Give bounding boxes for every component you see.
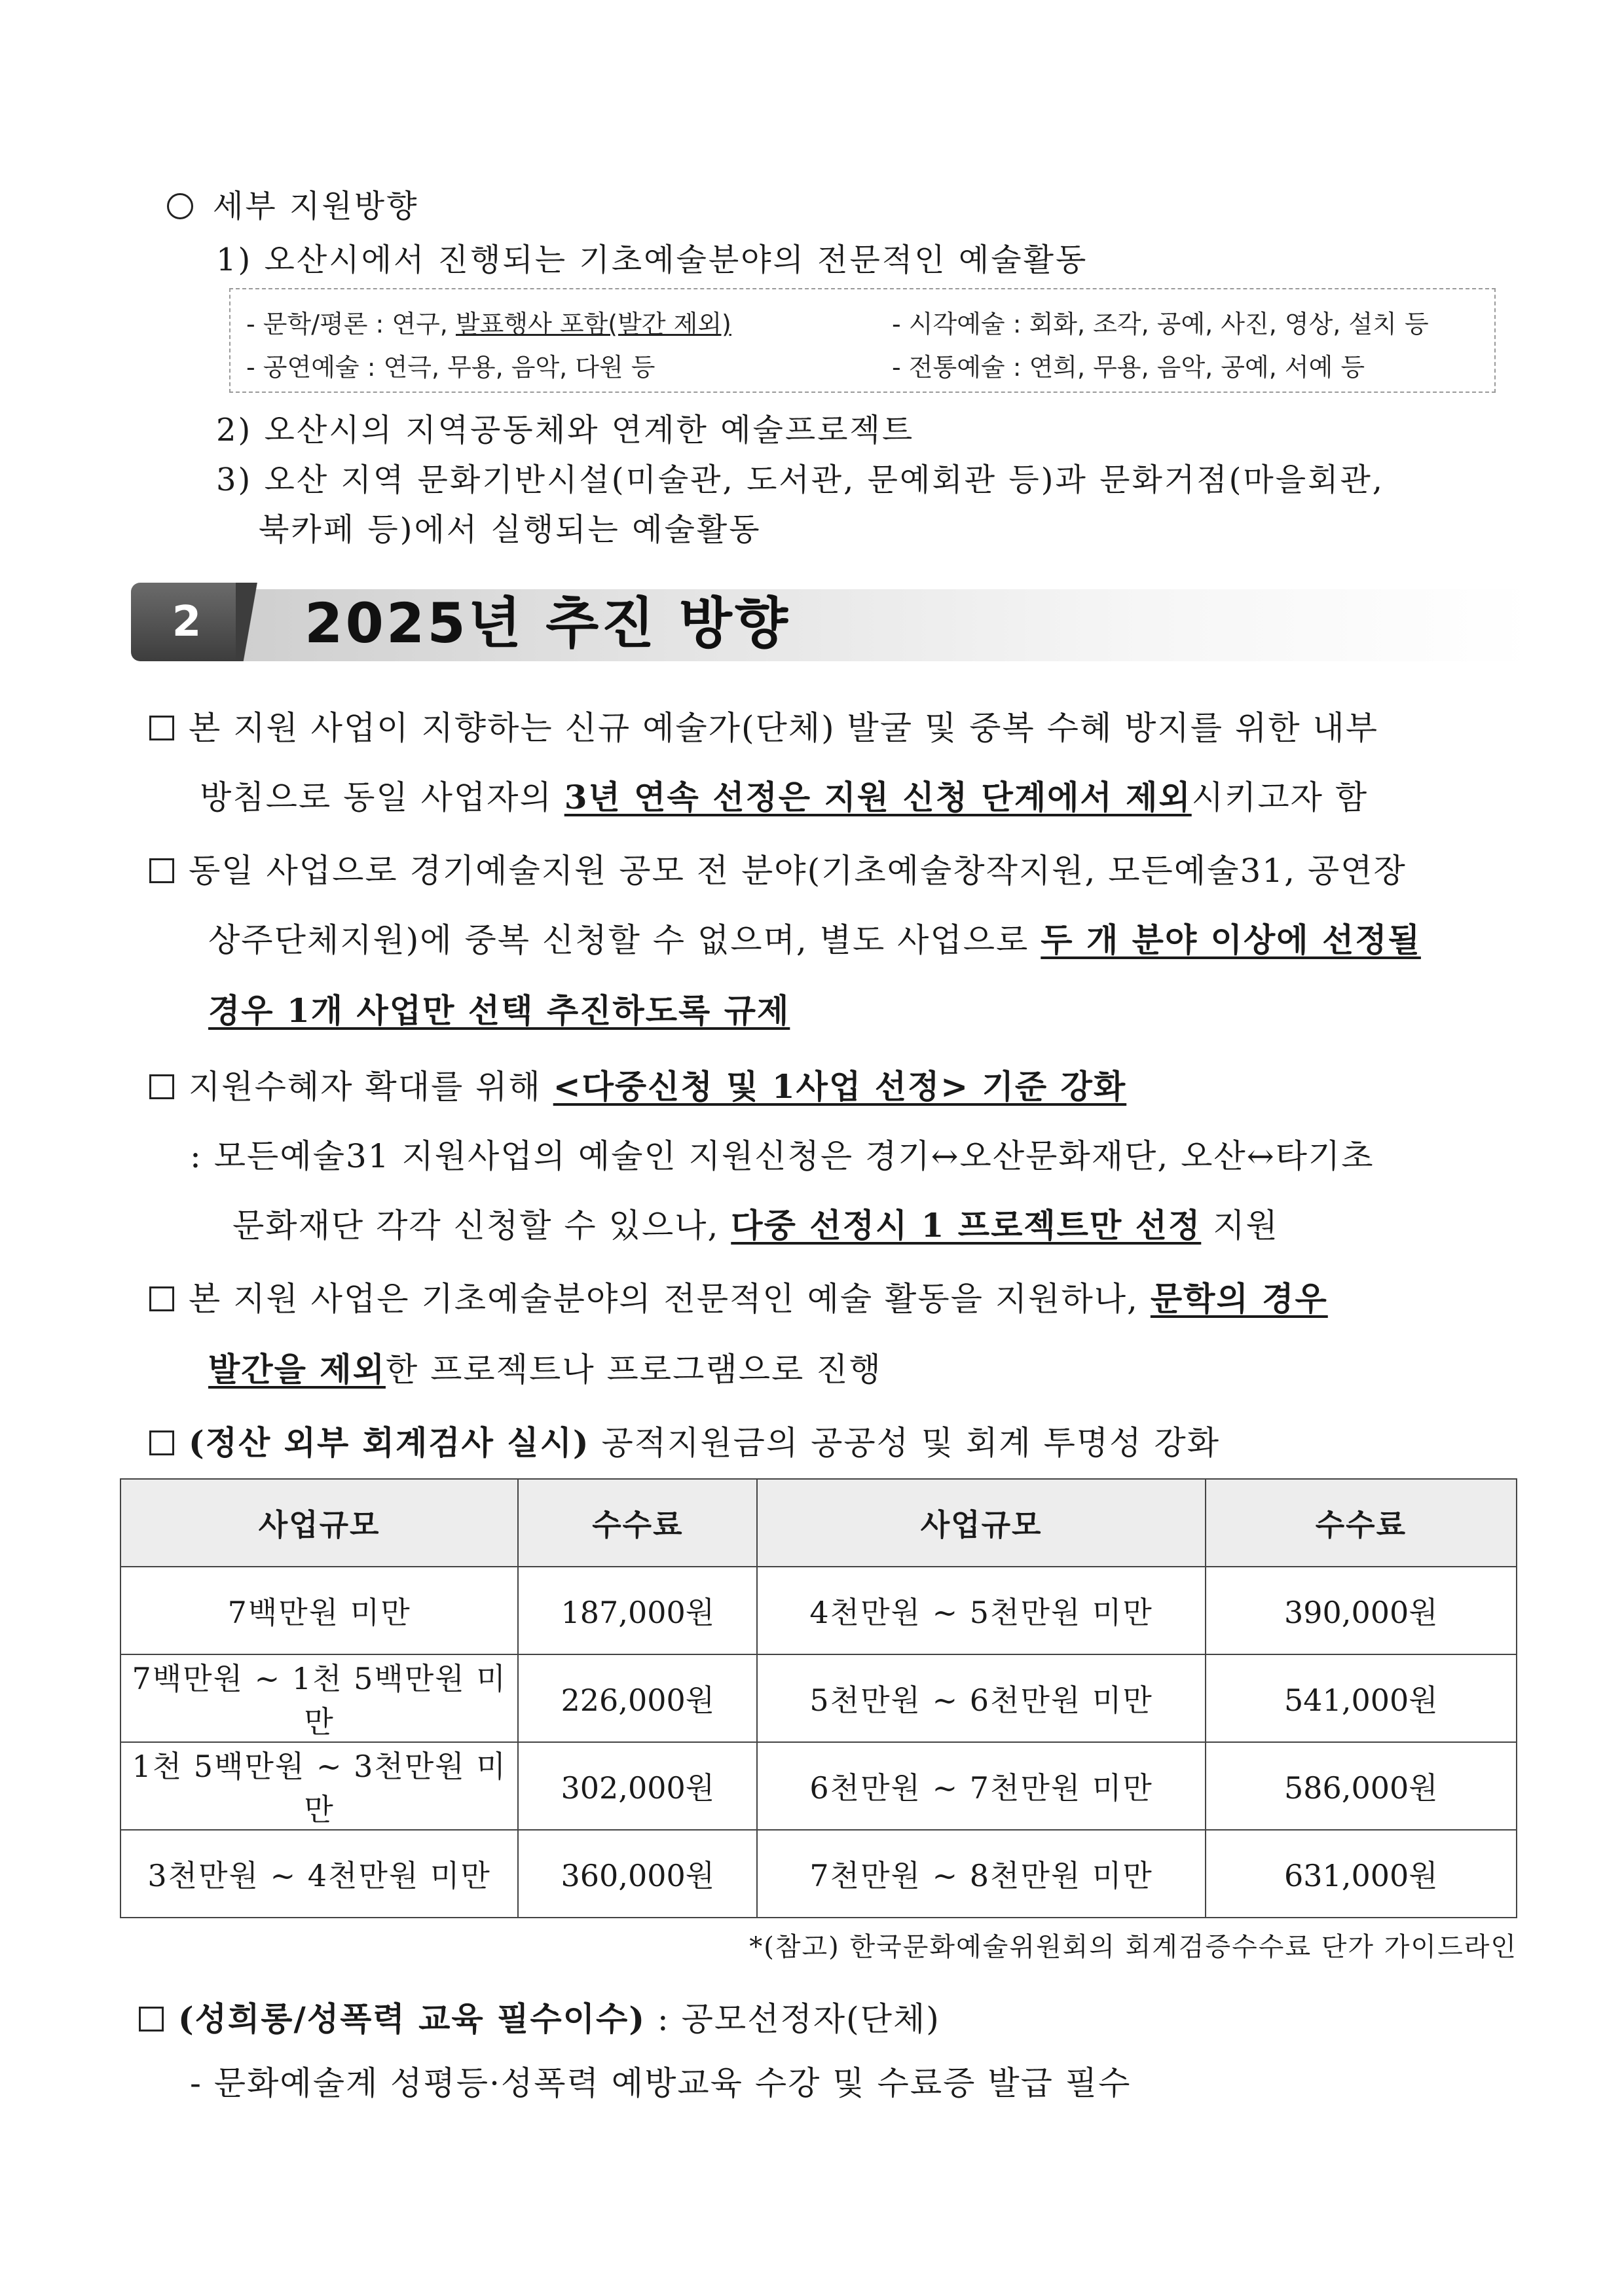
checkbox-bullet-icon <box>149 716 174 740</box>
header-fee-1: 수수료 <box>518 1479 757 1567</box>
detail-heading: 세부 지원방향 <box>167 181 418 226</box>
checkbox-bullet-icon <box>149 1430 174 1455</box>
table-row <box>120 1654 1517 1742</box>
header-fee-2: 수수료 <box>1206 1479 1517 1567</box>
cell-fee: 586,000원 <box>1206 1742 1517 1830</box>
cell-fee: 187,000원 <box>518 1567 757 1654</box>
circle-bullet-icon <box>167 193 193 219</box>
bullet-4: 본 지원 사업은 기초예술분야의 전문적인 예술 활동을 지원하나, 문학의 경우 <box>149 1273 1328 1320</box>
bullet-1: 본 지원 사업이 지향하는 신규 예술가(단체) 발굴 및 중복 수혜 방지를 위한 내부 <box>149 702 1378 749</box>
bullet-3-sub: : 모든예술31 지원사업의 예술인 지원신청은 경기↔오산문화재단, 오산↔타기초 <box>190 1137 1375 1175</box>
cell-scale: 5천만원 ~ 6천만원 미만 <box>757 1654 1205 1742</box>
cell-scale: 6천만원 ~ 7천만원 미만 <box>757 1742 1205 1830</box>
cell-fee: 390,000원 <box>1206 1567 1517 1654</box>
education-requirement: (성희롱/성폭력 교육 필수이수) : 공모선정자(단체) <box>139 1993 940 2040</box>
detail-item-1: 1) 오산시에서 진행되는 기초예술분야의 전문적인 예술활동 <box>216 242 1088 278</box>
field-visual: - 시각예술 : 회화, 조각, 공예, 사진, 영상, 설치 등 <box>892 310 1429 338</box>
bullet-3-sub-cont: 문화재단 각각 신청할 수 있으나, 다중 선정시 1 프로젝트만 선정 지원 <box>232 1206 1279 1245</box>
bullet-2: 동일 사업으로 경기예술지원 공모 전 분야(기초예술창작지원, 모든예술31, 공연장 <box>149 845 1407 892</box>
checkbox-bullet-icon <box>149 1286 174 1311</box>
checkbox-bullet-icon <box>149 1074 174 1099</box>
table-row <box>120 1742 1517 1830</box>
bullet-5: (정산 외부 회계검사 실시) 공적지원금의 공공성 및 회계 투명성 강화 <box>149 1417 1220 1464</box>
bullet-4-cont: 발간을 제외한 프로젝트나 프로그램으로 진행 <box>208 1350 882 1389</box>
cell-scale: 7백만원 미만 <box>120 1567 518 1654</box>
field-list-box <box>229 288 1496 393</box>
detail-item-3-cont: 북카페 등)에서 실행되는 예술활동 <box>259 511 762 548</box>
cell-scale: 1천 5백만원 ~ 3천만원 미만 <box>120 1742 518 1830</box>
cell-fee: 226,000원 <box>518 1654 757 1742</box>
table-header-row <box>120 1479 1517 1567</box>
bullet-2-cont: 상주단체지원)에 중복 신청할 수 없으며, 별도 사업으로 두 개 분야 이상에 선정될 <box>208 920 1421 959</box>
table-row <box>120 1830 1517 1918</box>
detail-item-3: 3) 오산 지역 문화기반시설(미술관, 도서관, 문예회관 등)과 문화거점(마을회관, <box>216 462 1385 498</box>
field-literature: - 문학/평론 : 연구, 발표행사 포함(발간 제외) <box>246 310 731 338</box>
table-reference-note: *(참고) 한국문화예술위원회의 회계검증수수료 단가 가이드라인 <box>749 1932 1517 1962</box>
section-title: 2025년 추진 방향 <box>304 591 790 655</box>
cell-scale: 7백만원 ~ 1천 5백만원 미만 <box>120 1654 518 1742</box>
bullet-1-cont: 방침으로 동일 사업자의 3년 연속 선정은 지원 신청 단계에서 제외시키고자 함 <box>200 778 1369 816</box>
section-number: 2 <box>172 598 202 646</box>
header-scale-1: 사업규모 <box>120 1479 518 1567</box>
cell-fee: 631,000원 <box>1206 1830 1517 1918</box>
bullet-3: 지원수혜자 확대를 위해 <다중신청 및 1사업 선정> 기준 강화 <box>149 1061 1126 1108</box>
cell-fee: 302,000원 <box>518 1742 757 1830</box>
cell-scale: 3천만원 ~ 4천만원 미만 <box>120 1830 518 1918</box>
field-performing: - 공연예술 : 연극, 무용, 음악, 다원 등 <box>246 353 655 382</box>
section-banner <box>131 583 1532 668</box>
checkbox-bullet-icon <box>139 2007 164 2032</box>
detail-item-2: 2) 오산시의 지역공동체와 연계한 예술프로젝트 <box>216 412 915 448</box>
fee-table <box>120 1478 1517 1918</box>
checkbox-bullet-icon <box>149 858 174 883</box>
cell-fee: 541,000원 <box>1206 1654 1517 1742</box>
education-detail: - 문화예술계 성평등·성폭력 예방교육 수강 및 수료증 발급 필수 <box>190 2064 1132 2102</box>
cell-scale: 7천만원 ~ 8천만원 미만 <box>757 1830 1205 1918</box>
field-traditional: - 전통예술 : 연희, 무용, 음악, 공예, 서예 등 <box>892 353 1365 382</box>
header-scale-2: 사업규모 <box>757 1479 1205 1567</box>
table-row <box>120 1567 1517 1654</box>
cell-scale: 4천만원 ~ 5천만원 미만 <box>757 1567 1205 1654</box>
bullet-2-cont2: 경우 1개 사업만 선택 추진하도록 규제 <box>208 991 790 1030</box>
cell-fee: 360,000원 <box>518 1830 757 1918</box>
